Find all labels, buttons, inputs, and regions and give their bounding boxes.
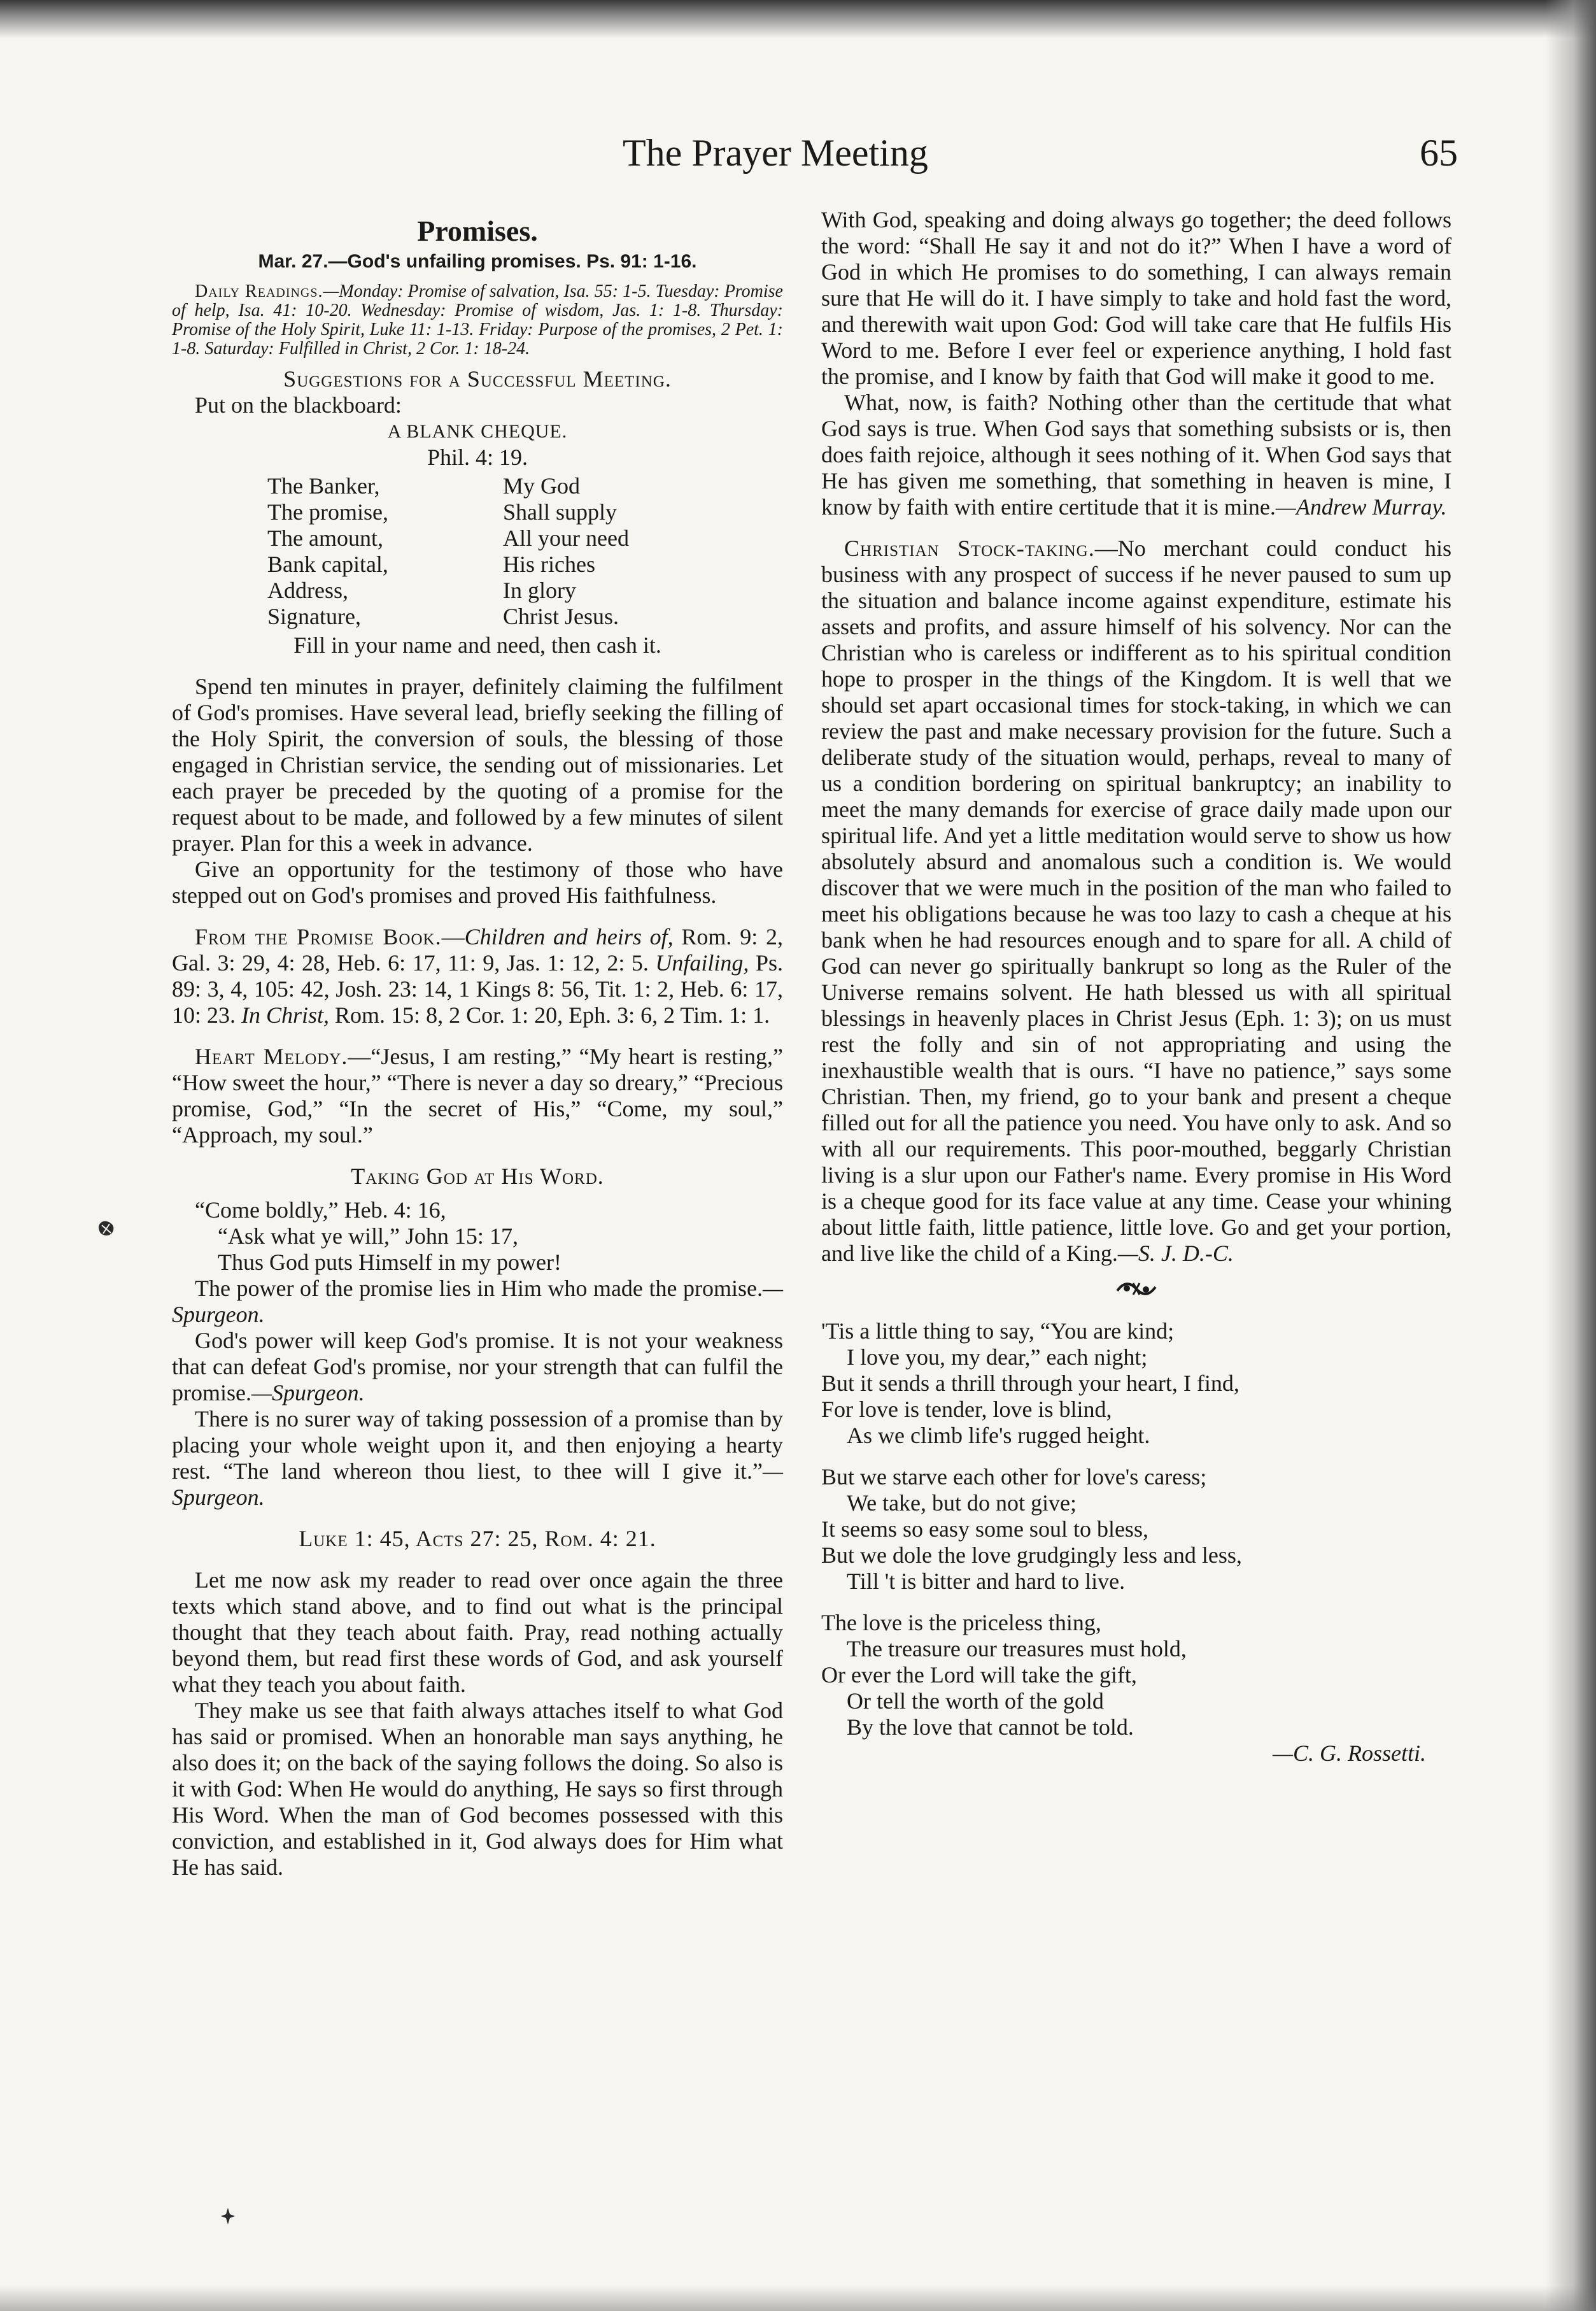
- paragraph-gods-power: God's power will keep God's promise. It is not your weakness that can defeat God's promise, nor your strength that can fulfil the promise.—Spurgeon.: [172, 1328, 783, 1405]
- ink-blot-icon: [95, 1218, 117, 1239]
- stanza-break: [821, 1449, 1451, 1464]
- heart-melody-label: Heart Melody.: [195, 1044, 348, 1069]
- cheque-reference: Phil. 4: 19.: [427, 444, 528, 470]
- paragraph-with-god: With God, speaking and doing always go together; the deed follows the word: “Shall He say it and not do it?” When I have a word of God in which He promises to do something, I can always remain sure that He will do it. I have simply to take and hold fast the word, and therewith wait upon God: God will take care that He fulfils His Word to me. Before I ever feel or experience anything, I hold fast the promise, and I know by faith that God will make it good to me.: [821, 207, 1451, 389]
- heart-melody: [172, 1044, 783, 1148]
- fleuron-ornament: [821, 1278, 1451, 1304]
- cheque-title: A BLANK CHEQUE.: [387, 421, 568, 442]
- paragraph-power: The power of the promise lies in Him who made the promise.—Spurgeon.: [172, 1276, 783, 1327]
- fleuron-ornament-icon: [1114, 1279, 1159, 1298]
- promise-book: From the Promise Book.—Children and heirs of, Rom. 9: 2, Gal. 3: 29, 4: 28, Heb. 6: 17, 11: 9, Jas. 1: 12, 2: 5. Unfailing, Ps. 89: 3, 4, 105: 42, Josh. 23: 14, 1 Kings 8: 56, Tit. 1: 2, Heb. 6: 17, 10: 23. In Christ, Rom. 15: 8, 2 Cor. 1: 20, Eph. 3: 6, 2 Tim. 1: 1.: [172, 924, 784, 1028]
- right-column: [821, 207, 1451, 1767]
- scan-border-bottom: [0, 2286, 1596, 2311]
- paragraph-spend: Spend ten minutes in prayer, definitely claiming the fulfilment of God's promises. Have several lead, briefly seeking the filling of the Holy Spirit, the conversion of souls, the blessing of those engaged in Christian service, the sending out of missionaries. Let each prayer be preceded by the quoting of a promise for the request about to be made, and followed by a few minutes of silent prayer. Plan for this a week in advance.: [172, 674, 783, 856]
- paragraph-let-me: Let me now ask my reader to read over once again the three texts which stand above, and to find out what is the principal thought that they teach about faith. Pray, read nothing actually beyond them, but read first these words of God, and ask yourself what they teach you about faith.: [172, 1567, 783, 1697]
- paragraph-what-now: What, now, is faith? Nothing other than the certitude that what God says is true. When God says that something subsists or is, then does faith rejoice, although it sees nothing of it. When God says that He has given me something, that something in heaven is mine, I know by faith with entire certitude that it is mine.—Andrew Murray.: [821, 390, 1451, 520]
- blank-cheque-table: [267, 473, 726, 630]
- left-column: [172, 207, 783, 1881]
- poem-line: 'Tis a little thing to say, “You are kind;: [821, 1318, 1175, 1344]
- poem-line: Till 't is bitter and hard to live.: [847, 1568, 1126, 1594]
- heart-melody-text: —“Jesus, I am resting,” “My heart is resting,” “How sweet the hour,” “There is never a day so dreary,” “Precious promise, God,” “In the secret of His,” “Come, my soul,” “Approach, my soul.”: [172, 1044, 783, 1148]
- attribution-sjdc: —S. J. D.-C.: [1117, 1241, 1234, 1266]
- cheque-row: The Banker, My God: [267, 473, 581, 499]
- come-boldly-line: “Come boldly,” Heb. 4: 16,: [195, 1197, 446, 1223]
- poem-line: We take, but do not give;: [847, 1490, 1077, 1516]
- blackboard-intro: Put on the blackboard:: [195, 392, 402, 418]
- luke-heading: Luke 1: 45, Acts 27: 25, Rom. 4: 21.: [299, 1526, 656, 1551]
- promise-book-label: From the Promise Book.: [195, 924, 442, 949]
- topic-line: Mar. 27.—God's unfailing promises. Ps. 91: 1-16.: [258, 251, 697, 272]
- stock-taking-label: Christian Stock-taking.: [844, 536, 1095, 561]
- poem-line: But we starve each other for love's caress;: [821, 1464, 1207, 1490]
- poem-rossetti: [821, 1318, 1451, 1740]
- attribution-spurgeon: —Spurgeon.: [172, 1458, 783, 1510]
- taking-god-heading: Taking God at His Word.: [351, 1163, 604, 1189]
- poem-line: As we climb life's rugged height.: [847, 1423, 1150, 1448]
- daily-readings: [172, 282, 783, 359]
- poem-line: For love is tender, love is blind,: [821, 1397, 1112, 1422]
- section-title-promises: Promises.: [417, 215, 538, 247]
- cheque-row: Address, In glory: [267, 578, 576, 603]
- paragraph-give: Give an opportunity for the testimony of those who have stepped out on God's promises and proved His faithfulness.: [172, 857, 783, 908]
- cheque-row: The amount, All your need: [267, 525, 629, 551]
- poem-line: The treasure our treasures must hold,: [847, 1636, 1187, 1661]
- cheque-fill-line: Fill in your name and need, then cash it.: [293, 632, 661, 658]
- poem-line: But we dole the love grudgingly less and less,: [821, 1542, 1242, 1568]
- poem-line: By the love that cannot be told.: [847, 1714, 1134, 1740]
- cheque-row: Signature, Christ Jesus.: [267, 604, 619, 629]
- poem-line: The love is the priceless thing,: [821, 1610, 1101, 1635]
- cheque-row: Bank capital, His riches: [267, 551, 595, 577]
- attribution-spurgeon: —Spurgeon.: [251, 1380, 365, 1405]
- attribution-rossetti: —C. G. Rossetti.: [1272, 1740, 1426, 1766]
- daily-readings-label: Daily Readings.: [195, 281, 323, 301]
- attribution-andrew-murray: —Andrew Murray.: [1275, 494, 1447, 520]
- poem-line: It seems so easy some soul to bless,: [821, 1516, 1148, 1542]
- poem-line: I love you, my dear,” each night;: [847, 1344, 1148, 1370]
- cheque-row: The promise, Shall supply: [267, 499, 618, 525]
- suggestions-heading: Suggestions for a Successful Meeting.: [283, 366, 672, 392]
- poem-line: Or tell the worth of the gold: [847, 1688, 1104, 1714]
- page-header: [611, 124, 1458, 188]
- ask-what-line: “Ask what ye will,” John 15: 17,: [218, 1223, 518, 1249]
- scan-border-right: [1545, 0, 1596, 2311]
- page-number: 65: [1420, 132, 1458, 174]
- paragraph-they-make: They make us see that faith always attaches itself to what God has said or promised. When an honorable man says anything, he also does it; on the back of the saying follows the doing. So also is it with God: When He would do anything, He says so first through His Word. When the man of God becomes possessed with this conviction, and established in it, God always does for Him what He has said.: [172, 1698, 783, 1880]
- poem-line: But it sends a thrill through your heart, I find,: [821, 1370, 1239, 1396]
- paragraph-stock-taking: Christian Stock-taking.—No merchant could conduct his business with any prospect of success if he never paused to sum up the situation and balance income against expenditure, estimate his assets and profits, and assure himself of his solvency. Nor can the Christian who is careless or indifferent as to his spiritual condition hope to prosper in the things of the Kingdom. It is well that we should set apart occasional times for stock-taking, in which we can review the past and make necessary provision for the future. Such a deliberate study of the situation would, perhaps, reveal to many of us a condition bordering on spiritual bankruptcy; an inability to meet the many demands for exercise of grace daily made upon our spiritual life. And yet a little meditation would serve to show us how absolutely absurd and anomalous such a condition is. We would discover that we were much in the position of the man who failed to meet his obligations because he was too lazy to cash a cheque at his bank when he had resources enough and to spare for all. A child of God can never go spiritually bankrupt so long as the Ruler of the Universe remains solvent. He hath blessed us with all spiritual blessings in heavenly places in Christ Jesus (Eph. 1: 3); on us must rest the folly and sin of not appropriating and using the inexhaustible wealth that is ours. “I have no patience,” says some Christian. Then, my friend, go to your bank and present a cheque filled out for all the patience you need. You have only to ask. And so with all our requirements. This poor-mouthed, beggarly Christian living is a slur upon our Father's name. Every promise in His Word is a cheque good for its face value at any time. Cease your whining about little faith, little patience, little love. Go and get your portion, and live like the child of a King.—S. J. D.-C.: [821, 536, 1451, 1266]
- scan-border-top: [0, 0, 1596, 38]
- thus-god-line: Thus God puts Himself in my power!: [218, 1249, 561, 1275]
- running-title: The Prayer Meeting: [623, 132, 928, 174]
- daily-readings-text: —Monday: Promise of salvation, Isa. 55: 1-5. Tuesday: Promise of help, Isa. 41: 10-20. Wednesday: Promise of wisdom, Jas. 1: 1-8. Thursday: Promise of the Holy Spirit, Luke 11: 1-13. Friday: Purpose of the promises, 2 Pet. 1: 1-8. Saturday: Fulfilled in Christ, 2 Cor. 1: 18-24.: [172, 281, 783, 359]
- stanza-break: [821, 1595, 1451, 1610]
- attribution-spurgeon: —Spurgeon.: [172, 1276, 783, 1327]
- paragraph-no-surer: There is no surer way of taking possession of a promise than by placing your whole weight upon it, and then enjoying a hearty rest. “The land whereon thou liest, to thee will I give it.”—Spurgeon.: [172, 1406, 783, 1510]
- ink-spot-icon: [220, 2207, 236, 2226]
- poem-line: Or ever the Lord will take the gift,: [821, 1662, 1137, 1688]
